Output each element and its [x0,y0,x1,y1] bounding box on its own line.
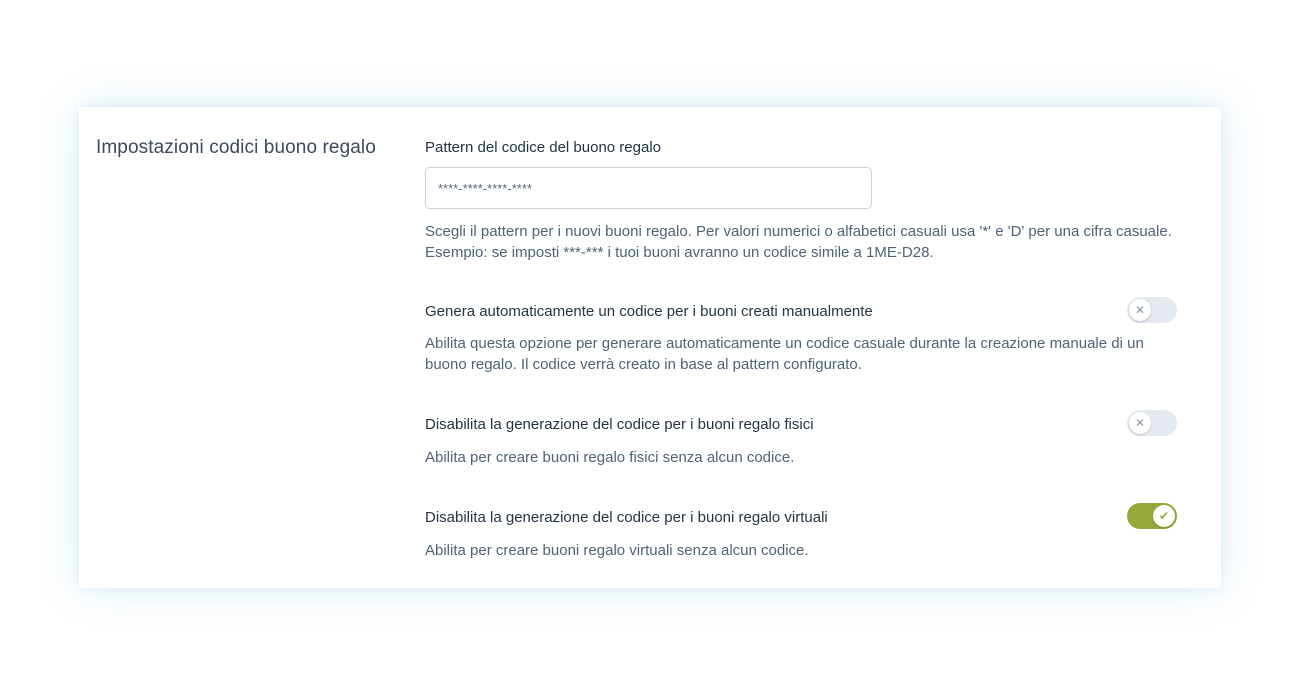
toggle-off-icon: ✕ [1129,299,1151,321]
toggle-on-check-icon: ✔ [1153,505,1175,527]
pattern-description-line-1: Scegli il pattern per i nuovi buoni regalo. Per valori numerici o alfabetici casuali usa '*' e 'D' per una cifra casuale. [425,223,1172,240]
pattern-description-line-2: Esempio: se imposti ***-*** i tuoi buoni avranno un codice simile a 1ME-D28. [425,244,934,261]
toggle-disable-virtual[interactable] [1127,503,1177,529]
option-disable-physical-description: Abilita per creare buoni regalo fisici senza alcun codice. [425,449,795,466]
pattern-description [425,221,1177,263]
section-title: Impostazioni codici buono regalo [96,137,376,158]
toggle-off-icon: ✕ [1129,412,1151,434]
option-auto-generate-description: Abilita questa opzione per generare automaticamente un codice casuale durante la creazione manuale di un buono regalo. Il codice verrà creato in base al pattern configurato. [425,335,1144,373]
pattern-input[interactable] [425,167,872,209]
pattern-label: Pattern del codice del buono regalo [425,139,662,156]
settings-card [79,107,1221,588]
option-disable-virtual-label: Disabilita la generazione del codice per i buoni regalo virtuali [425,509,828,526]
toggle-auto-generate[interactable] [1127,297,1177,323]
option-disable-virtual-description: Abilita per creare buoni regalo virtuali senza alcun codice. [425,542,809,559]
toggle-disable-physical[interactable] [1127,410,1177,436]
option-disable-physical-label: Disabilita la generazione del codice per i buoni regalo fisici [425,416,814,433]
option-auto-generate-label: Genera automaticamente un codice per i buoni creati manualmente [425,303,873,320]
